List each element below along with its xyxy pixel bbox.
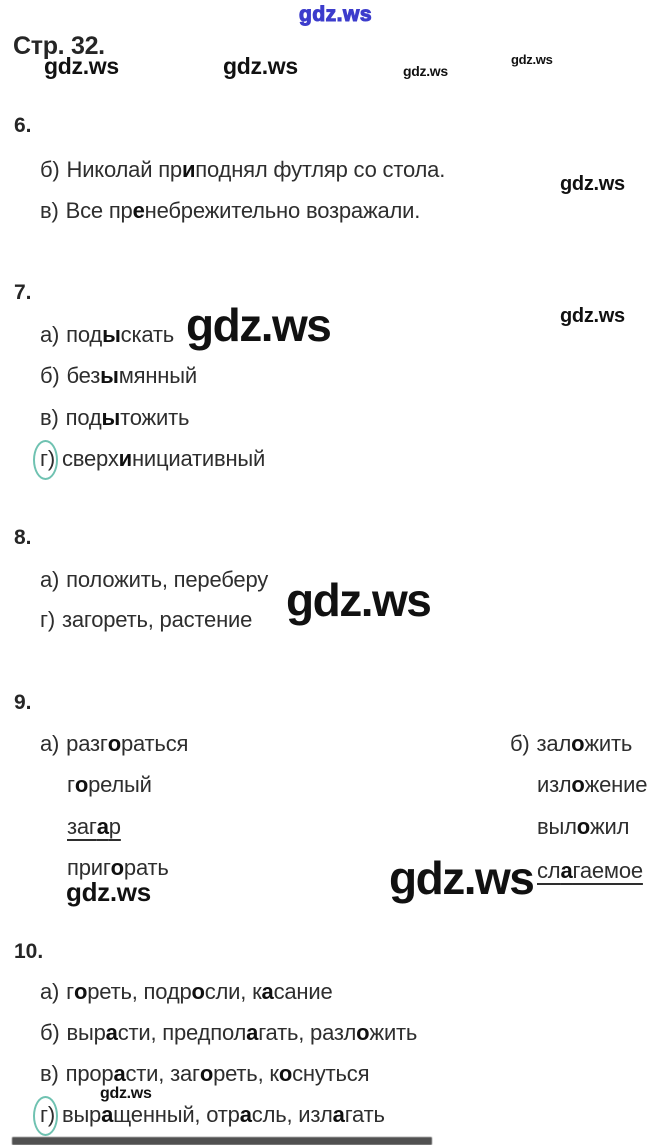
watermark-top-outline: gdz.ws [299, 3, 373, 26]
answer-line [40, 979, 333, 1005]
watermark: gdz.ws [223, 53, 298, 79]
answer-line-underlined [537, 858, 643, 884]
answer-line [40, 322, 174, 348]
answer-text: безымянный [66, 363, 197, 388]
answer-label: в) [40, 405, 59, 430]
answer-label: б) [40, 1020, 60, 1045]
answer-line [537, 814, 629, 840]
answer-line [40, 1061, 369, 1087]
answer-text: слагаемое [537, 858, 643, 883]
answer-text: загореть, растение [61, 607, 253, 632]
answer-line [67, 772, 152, 798]
page-title: Стр. 32. [13, 32, 105, 60]
answer-line-correct [40, 1102, 385, 1128]
answer-text: разгораться [66, 731, 189, 756]
answer-text: положить, переберу [66, 567, 269, 592]
answer-line [40, 198, 420, 224]
answer-text: пригорать [67, 855, 169, 880]
answer-label: в) [40, 198, 59, 223]
watermark: gdz.ws [403, 63, 448, 79]
watermark: gdz.ws [560, 305, 625, 327]
answer-label: а) [40, 731, 60, 756]
watermark: gdz.ws [560, 173, 625, 195]
watermark: gdz.ws [511, 52, 553, 67]
answer-line [537, 772, 647, 798]
answer-text: заложить [536, 731, 633, 756]
answer-line-correct [40, 446, 265, 472]
answer-line [40, 607, 252, 633]
answer-label: б) [40, 157, 60, 182]
answer-text: Все пренебрежительно возражали. [65, 198, 421, 223]
answer-label: б) [40, 363, 60, 388]
answer-line [510, 731, 632, 757]
answer-line [40, 1020, 417, 1046]
watermark: gdz.ws [44, 53, 119, 79]
watermark-large: gdz.ws [389, 852, 534, 904]
answer-text: выращенный, отрасль, излагать [61, 1102, 385, 1127]
scan-edge-bar [12, 1137, 432, 1145]
answer-text: вырасти, предполагать, разложить [66, 1020, 418, 1045]
answer-label: а) [40, 979, 60, 1004]
answer-line [40, 405, 189, 431]
watermark: gdz.ws [100, 1085, 152, 1102]
answer-label-circled: г) [40, 446, 55, 471]
section-number-10: 10. [14, 940, 44, 963]
answer-text: гореть, подросли, касание [66, 979, 333, 1004]
section-number-8: 8. [14, 526, 32, 549]
answer-text: изложение [537, 772, 648, 797]
answer-text: выложил [537, 814, 630, 839]
answer-line [40, 567, 268, 593]
answer-label: г) [40, 607, 55, 632]
answer-text: подытожить [65, 405, 190, 430]
answer-text: горелый [67, 772, 152, 797]
answer-text: сверхинициативный [61, 446, 266, 471]
answer-text: подыскать [66, 322, 175, 347]
section-number-6: 6. [14, 114, 32, 137]
answer-label: в) [40, 1061, 59, 1086]
answer-label-circled: г) [40, 1102, 55, 1127]
answer-label: а) [40, 322, 60, 347]
answer-line [40, 363, 197, 389]
answer-line [40, 731, 188, 757]
watermark-large: gdz.ws [186, 299, 331, 351]
answer-line [40, 157, 445, 183]
answer-label: б) [510, 731, 530, 756]
answer-line [67, 855, 169, 881]
watermark-large: gdz.ws [286, 574, 431, 626]
answer-text: прорасти, загореть, коснуться [65, 1061, 370, 1086]
answer-text: загар [67, 814, 121, 839]
answer-line-underlined [67, 814, 121, 840]
section-number-7: 7. [14, 281, 32, 304]
section-number-9: 9. [14, 691, 32, 714]
answer-text: Николай приподнял футляр со стола. [66, 157, 446, 182]
answer-label: а) [40, 567, 60, 592]
watermark: gdz.ws [66, 877, 151, 907]
